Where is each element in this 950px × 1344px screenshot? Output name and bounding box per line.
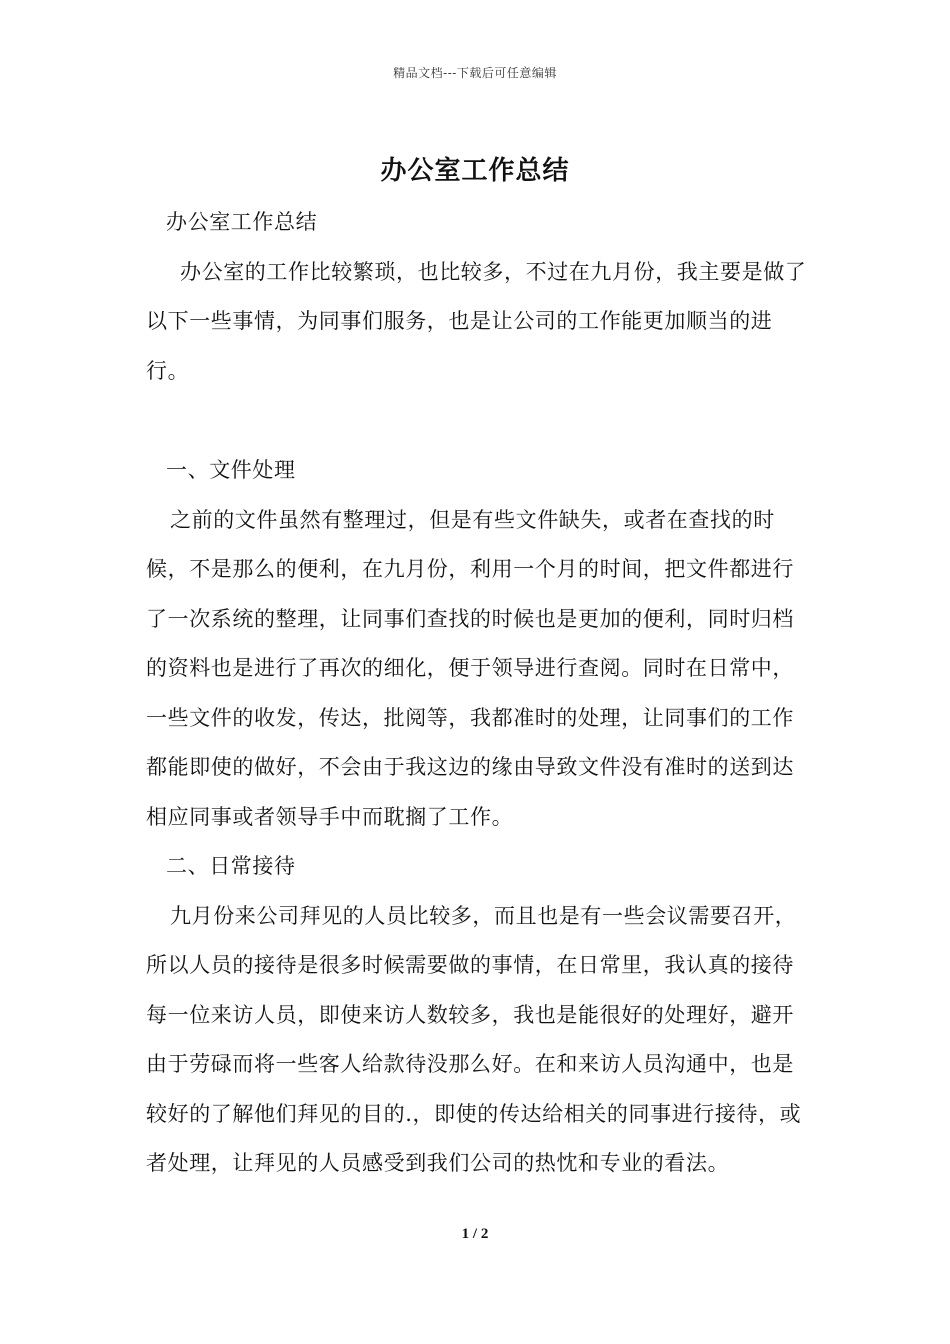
- document-subtitle: 办公室工作总结: [166, 210, 318, 234]
- section-heading-1: 一、文件处理: [166, 458, 296, 482]
- section-heading-2: 二、日常接待: [166, 854, 296, 878]
- document-body: [146, 198, 808, 1189]
- document-title: 办公室工作总结: [380, 156, 570, 186]
- section-paragraph-2: 九月份来公司拜见的人员比较多，而且也是有一些会议需要召开，所以人员的接待是很多时候需要做的事情，在日常里，我认真的接待每一位来访人员，即使来访人数较多，我也是能很好的处理好，避开由于劳碌而将一些客人给款待没那么好。在和来访人员沟通中，也是较好的了解他们拜见的目的.，即使的传达给相关的同事进行接待，或者处理，让拜见的人员感受到我们公司的热忱和专业的看法。: [146, 903, 802, 1175]
- page-number: 1 / 2: [461, 1226, 489, 1242]
- intro-paragraph: 办公室的工作比较繁琐，也比较多，不过在九月份，我主要是做了以下一些事情，为同事们服务，也是让公司的工作能更加顺当的进行。: [146, 259, 807, 383]
- section-paragraph-1: 之前的文件虽然有整理过，但是有些文件缺失，或者在查找的时候，不是那么的便利，在九月份，利用一个月的时间，把文件都进行了一次系统的整理，让同事们查找的时候也是更加的便利，同时归档的资料也是进行了再次的细化，便于领导进行查阅。同时在日常中，一些文件的收发，传达，批阅等，我都准时的处理，让同事们的工作都能即使的做好，不会由于我这边的缘由导致文件没有准时的送到达相应同事或者领导手中而耽搁了工作。: [146, 507, 794, 829]
- header-note: 精品文档---下载后可任意编辑: [393, 66, 557, 80]
- blank-line: [146, 396, 808, 446]
